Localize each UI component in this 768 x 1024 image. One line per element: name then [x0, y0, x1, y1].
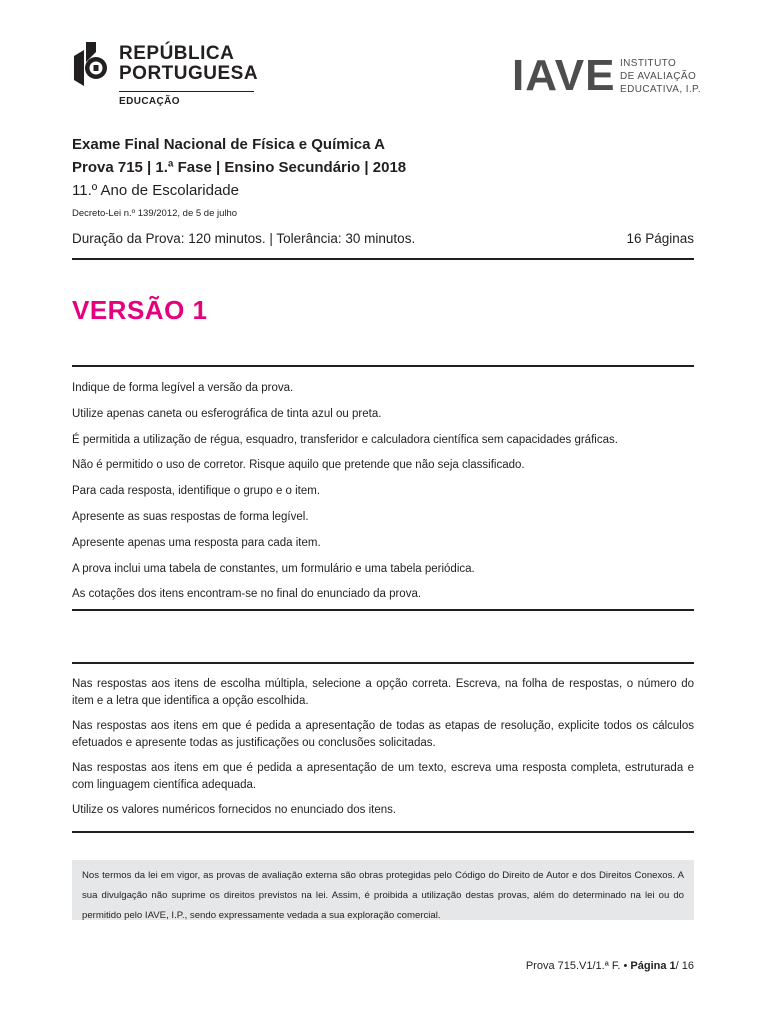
instruction-item: Utilize apenas caneta ou esferográfica de tinta azul ou preta. [72, 407, 382, 420]
iave-text-line: EDUCATIVA, I.P. [620, 84, 702, 95]
answer-notes [72, 676, 694, 827]
logo-text-line1: REPÚBLICA [119, 43, 235, 64]
iave-logo [512, 51, 702, 100]
page-footer [526, 960, 694, 972]
logo-subtitle: EDUCAÇÃO [119, 96, 180, 107]
iave-mark: IAVE [512, 51, 616, 100]
copyright-text: Nos termos da lei em vigor, as provas de avaliação externa são obras protegidas pelo Código do Direito de Autor e dos Direitos Conexos. A sua divulgação não suprime os direitos previstos na lei. Assim, é proibida a utilização destas provas, além do determinado na lei ou do permitido pelo IAVE, I.P., sendo expressamente vedada a sua exploração comercial. [82, 870, 684, 921]
footer-page-label: Página 1 [630, 960, 676, 972]
iave-text [620, 57, 701, 96]
divider [72, 609, 694, 611]
school-year: 11.º Ano de Escolaridade [72, 182, 239, 199]
version-heading: VERSÃO 1 [72, 295, 208, 325]
instruction-item: A prova inclui uma tabela de constantes, um formulário e uma tabela periódica. [72, 562, 475, 575]
logo-text-line2: PORTUGUESA [119, 63, 259, 84]
footer-prefix: Prova 715.V1/1.ª F. • [525, 960, 631, 972]
note-paragraph: Utilize os valores numéricos fornecidos no enunciado dos itens. [72, 804, 397, 816]
instruction-item: As cotações dos itens encontram-se no final do enunciado da prova. [72, 588, 422, 601]
coat-of-arms-icon [72, 40, 110, 88]
instruction-item: Para cada resposta, identifique o grupo e o item. [72, 485, 321, 498]
iave-text-line: INSTITUTO [620, 58, 677, 69]
instruction-item: Apresente apenas uma resposta para cada item. [72, 536, 321, 549]
divider [72, 831, 694, 833]
decree-reference: Decreto-Lei n.º 139/2012, de 5 de julho [72, 208, 238, 219]
iave-text-line: DE AVALIAÇÃO [620, 71, 697, 82]
exam-title: Exame Final Nacional de Física e Química A [72, 136, 385, 153]
instructions-list [72, 376, 694, 608]
instruction-item: Indique de forma legível a versão da prova. [72, 382, 294, 394]
republica-portuguesa-logo [72, 40, 262, 112]
note-paragraph: Nas respostas aos itens de escolha múltipla, selecione a opção correta. Escreva, na folha de respostas, o número do item e a letra que identifica a opção escolhida. [72, 678, 694, 707]
footer-suffix: / 16 [675, 960, 694, 972]
exam-duration: Duração da Prova: 120 minutos. | Tolerância: 30 minutos. [72, 231, 416, 246]
copyright-notice [72, 860, 694, 920]
logo-divider [119, 91, 254, 92]
instruction-item: Não é permitido o uso de corretor. Risque aquilo que pretende que não seja classificado. [72, 459, 525, 472]
divider [72, 365, 694, 367]
note-paragraph: Nas respostas aos itens em que é pedida a apresentação de todas as etapas de resolução, explicite todos os cálculos efetuados e apresente todas as justificações ou conclusões solicitadas. [72, 720, 694, 749]
note-paragraph: Nas respostas aos itens em que é pedida a apresentação de um texto, escreva uma resposta completa, estruturada e com linguagem científica adequada. [72, 762, 694, 791]
instruction-item: Apresente as suas respostas de forma legível. [72, 510, 309, 523]
divider [72, 662, 694, 664]
instruction-item: É permitida a utilização de régua, esquadro, transferidor e calculadora científica sem capacidades gráficas. [72, 433, 618, 446]
page-count: 16 Páginas [626, 231, 694, 246]
exam-subtitle: Prova 715 | 1.ª Fase | Ensino Secundário | 2018 [72, 159, 407, 176]
divider [72, 258, 694, 260]
